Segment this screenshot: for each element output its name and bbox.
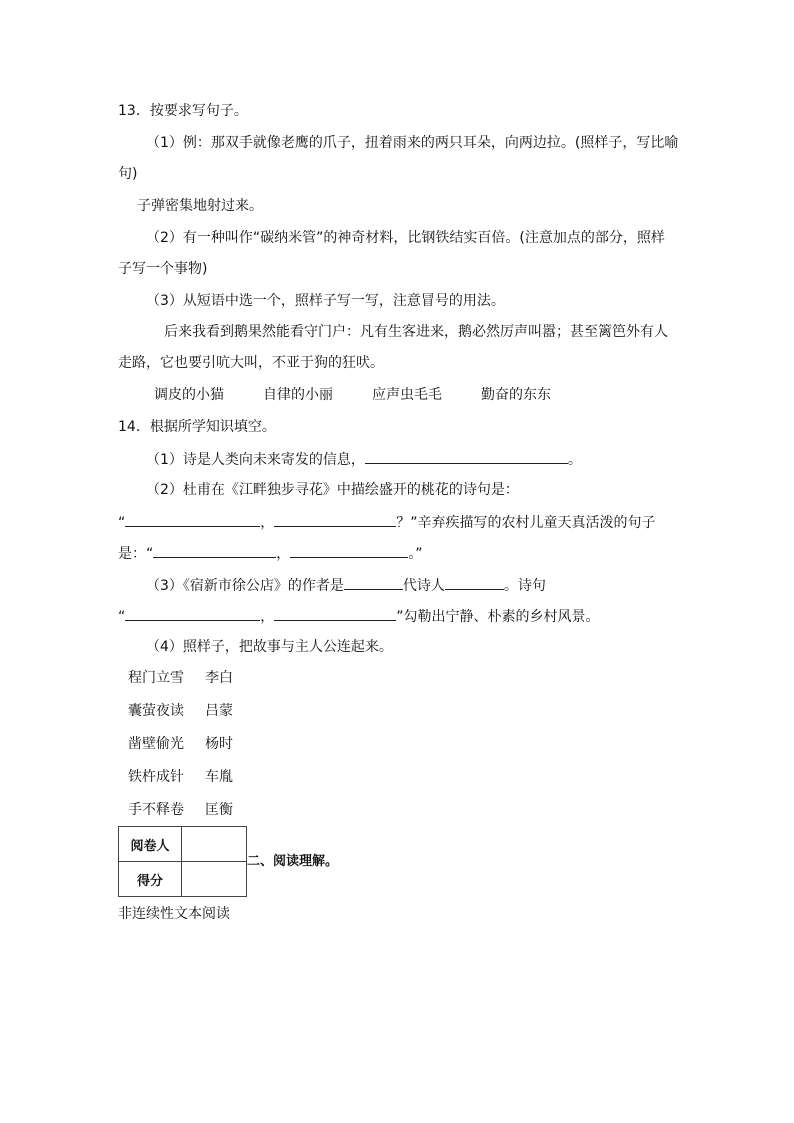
story-item: 囊萤夜读 <box>128 703 184 719</box>
answer-blank[interactable] <box>153 542 276 558</box>
q14-part4-instruction: （4）照样子，把故事与主人公连起来。 <box>146 639 393 655</box>
reviewer-label: 阅卷人 <box>119 827 182 862</box>
reviewer-cell[interactable] <box>182 827 247 862</box>
q14-part3-close: ”勾勒出宁静、朴素的乡村风景。 <box>396 609 600 625</box>
score-label: 得分 <box>119 862 182 897</box>
q13-part3-instruction: （3）从短语中选一个，照样子写一写，注意冒号的用法。 <box>146 293 505 309</box>
story-item: 程门立雪 <box>128 670 184 686</box>
phrase-option: 应声虫毛毛 <box>372 387 442 403</box>
q13-part2-line2: 子写一个事物) <box>118 261 208 277</box>
q14-part3-start: （3）《宿新市徐公店》的作者是 <box>146 578 344 594</box>
answer-blank[interactable] <box>365 448 568 464</box>
score-table <box>118 826 247 897</box>
person-item: 李白 <box>205 670 233 686</box>
q14-part3-mid: 代诗人 <box>402 578 445 594</box>
q13-part1-line1: （1）例：那双手就像老鹰的爪子，扭着雨来的两只耳朵，向两边拉。(照样子，写比喻 <box>146 135 679 151</box>
q14-part2-line1: （2）杜甫在《江畔独步寻花》中描绘盛开的桃花的诗句是： <box>146 482 519 498</box>
q14-part3-line2 <box>118 605 600 627</box>
q14-part2-line2 <box>118 511 656 533</box>
q13-part1-line2: 句) <box>118 166 138 182</box>
person-item: 杨时 <box>205 736 233 752</box>
section2-title: 二、阅读理解。 <box>247 854 339 869</box>
q14-part1 <box>146 448 582 470</box>
person-item: 匡衡 <box>205 802 233 818</box>
phrase-option: 调皮的小猫 <box>154 387 224 403</box>
line-start: 是：“ <box>118 546 154 562</box>
answer-blank[interactable] <box>344 574 403 590</box>
answer-blank[interactable] <box>274 605 396 621</box>
q13-title: 13．按要求写句子。 <box>118 103 248 119</box>
q14-title: 14．根据所学知识填空。 <box>118 419 276 435</box>
score-cell[interactable] <box>182 862 247 897</box>
q14-part1-text: （1）诗是人类向未来寄发的信息， <box>146 452 365 468</box>
story-item: 手不释卷 <box>128 802 184 818</box>
q14-part3-end: 。诗句 <box>503 578 546 594</box>
comma: ， <box>260 515 275 531</box>
q14-part2-question-text: ？”辛弃疾描写的农村儿童天真活泼的句子 <box>396 515 656 531</box>
story-item: 铁杵成针 <box>128 769 184 785</box>
answer-blank[interactable] <box>445 574 504 590</box>
person-item: 吕蒙 <box>205 703 233 719</box>
q13-part2-line1: （2）有一种叫作“碳纳米管”的神奇材料，比钢铁结实百倍。(注意加点的部分，照样 <box>146 230 665 246</box>
q14-part2-line3 <box>118 542 423 564</box>
comma: ， <box>260 609 275 625</box>
answer-blank[interactable] <box>125 511 260 527</box>
line-end: 。” <box>408 546 423 562</box>
phrase-option: 自律的小丽 <box>263 387 333 403</box>
q13-part1-sentence: 子弹密集地射过来。 <box>137 198 263 214</box>
q13-part3-example-line1: 后来我看到鹅果然能看守门户：凡有生客进来，鹅必然厉声叫嚣；甚至篱笆外有人 <box>164 324 668 340</box>
answer-blank[interactable] <box>125 605 260 621</box>
story-item: 凿壁偷光 <box>128 736 184 752</box>
comma: ， <box>276 546 291 562</box>
q14-part1-end: 。 <box>567 452 582 468</box>
phrase-option: 勤奋的东东 <box>481 387 551 403</box>
q14-part3-line1 <box>146 574 546 596</box>
open-quote: “ <box>118 609 126 625</box>
open-quote: “ <box>118 515 126 531</box>
section2-subtitle: 非连续性文本阅读 <box>118 906 230 922</box>
person-item: 车胤 <box>205 769 233 785</box>
answer-blank[interactable] <box>274 511 396 527</box>
answer-blank[interactable] <box>290 542 408 558</box>
q13-part3-example-line2: 走路，它也要引吭大叫，不亚于狗的狂吠。 <box>118 355 384 371</box>
